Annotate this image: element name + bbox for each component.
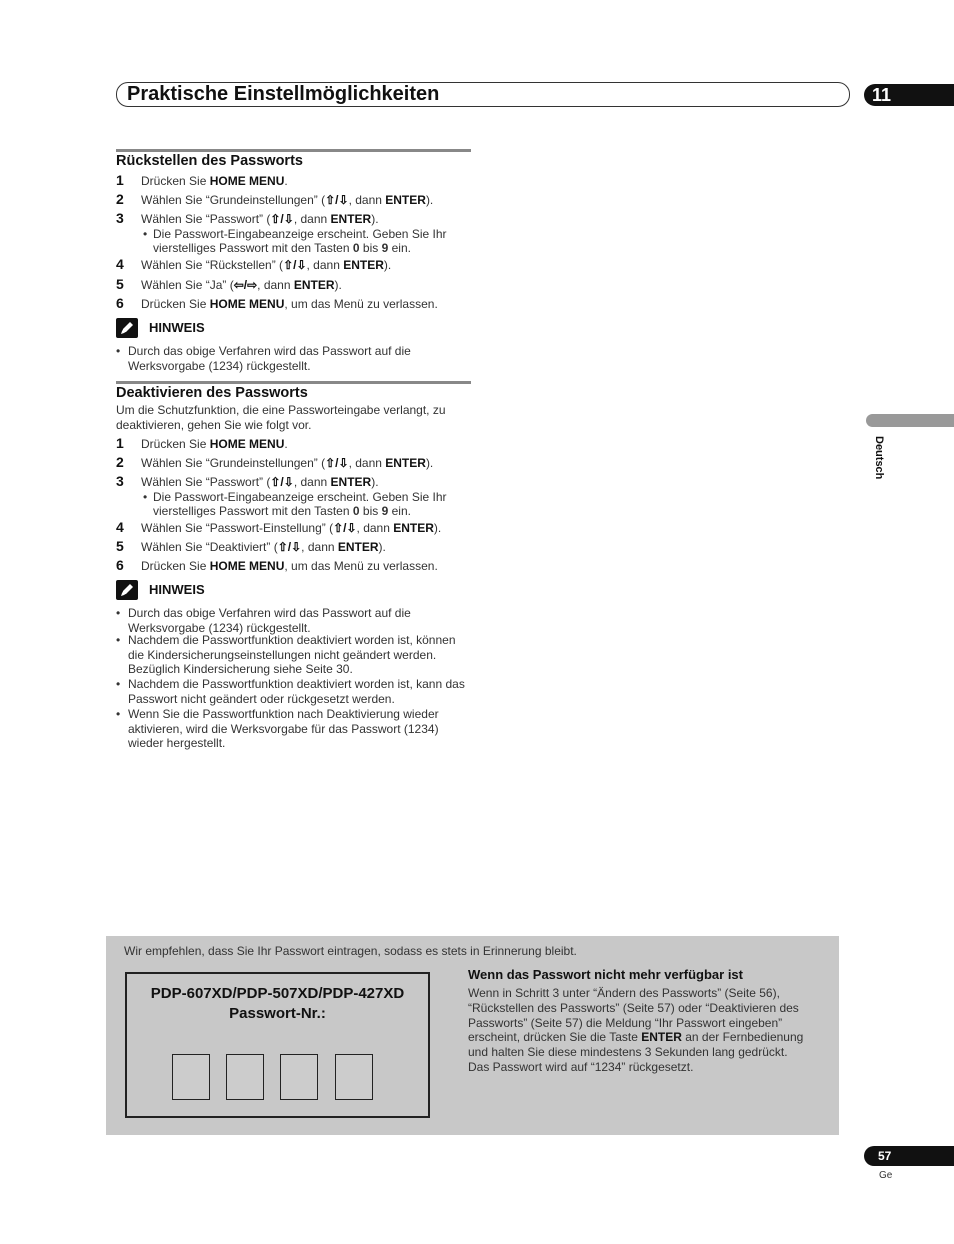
note-label: HINWEIS — [149, 320, 205, 335]
note-bullet: • Nachdem die Passwortfunktion deaktiviert worden ist, können die Kindersicherungseinstellungen nicht geändert werden. Bezüglich Kindersicherung siehe Seite 30. — [116, 633, 456, 676]
step-number: 5 — [116, 276, 124, 292]
up-down-arrow-icon: ⇧/⇩ — [277, 540, 302, 554]
page-language-code: Ge — [879, 1170, 893, 1181]
step-number: 2 — [116, 454, 124, 470]
forgot-password-text: Wenn in Schritt 3 unter “Ändern des Passworts” (Seite 56), “Rückstellen des Passworts” (Seite 57) oder “Deaktivieren des Passworts” (Seite 57) die Meldung “Ihr Passwort eingeben” erscheint, drücken Sie die Taste ENTER an der Fernbedienung und halten Sie diese mindestens 3 Sekunden lang gedrückt. Das Passwort wird auf “1234” rückgesetzt. — [468, 986, 804, 1074]
chapter-number: 11 — [864, 84, 954, 106]
step-number: 1 — [116, 172, 124, 188]
note-bullet: • Nachdem die Passwortfunktion deaktiviert worden ist, kann das Passwort nicht geändert oder rückgesetzt werden. — [116, 677, 465, 706]
left-right-arrow-icon: ⇦/⇨ — [233, 278, 258, 292]
page-number: 57 — [864, 1146, 954, 1166]
up-down-arrow-icon: ⇧/⇩ — [283, 258, 307, 272]
step-number: 3 — [116, 473, 124, 489]
language-tab — [866, 414, 954, 427]
page-title: Praktische Einstellmöglichkeiten — [127, 83, 440, 105]
password-digit-box — [172, 1054, 210, 1100]
step-text: Wählen Sie “Deaktiviert” (⇧/⇩, dann ENTER). — [141, 540, 386, 554]
up-down-arrow-icon: ⇧/⇩ — [325, 193, 349, 207]
up-down-arrow-icon: ⇧/⇩ — [325, 456, 349, 470]
step-text: Wählen Sie “Passwort-Einstellung” (⇧/⇩, dann ENTER). — [141, 521, 442, 535]
step-number: 6 — [116, 557, 124, 573]
section-divider — [116, 381, 471, 384]
password-label: Passwort-Nr.: — [229, 1005, 326, 1022]
step-text: Drücken Sie HOME MENU. — [141, 174, 288, 188]
section-title-reset: Rückstellen des Passworts — [116, 153, 303, 169]
step-text: Drücken Sie HOME MENU, um das Menü zu verlassen. — [141, 297, 438, 311]
sub-bullet: • Die Passwort-Eingabeanzeige erscheint. Geben Sie Ihr vierstelliges Passwort mit den Tasten 0 bis 9 ein. — [143, 490, 447, 518]
language-label: Deutsch — [873, 436, 885, 480]
section-intro: Um die Schutzfunktion, die eine Passworteingabe verlangt, zu deaktivieren, gehen Sie wie folgt vor. — [116, 403, 446, 432]
password-digit-box — [335, 1054, 373, 1100]
step-number: 4 — [116, 256, 124, 272]
forgot-password-title: Wenn das Passwort nicht mehr verfügbar ist — [468, 967, 743, 982]
note-pencil-icon — [116, 580, 138, 600]
chapter-header — [116, 82, 850, 107]
step-number: 2 — [116, 191, 124, 207]
up-down-arrow-icon: ⇧/⇩ — [333, 521, 357, 535]
step-text: Wählen Sie “Passwort” (⇧/⇩, dann ENTER). — [141, 212, 379, 226]
memo-intro: Wir empfehlen, dass Sie Ihr Passwort eintragen, sodass es stets in Erinnerung bleibt. — [124, 944, 577, 958]
step-text: Wählen Sie “Rückstellen” (⇧/⇩, dann ENTER). — [141, 258, 392, 272]
step-text: Wählen Sie “Grundeinstellungen” (⇧/⇩, dann ENTER). — [141, 193, 434, 207]
password-record-card — [125, 972, 430, 1118]
step-number: 5 — [116, 538, 124, 554]
note-bullet: • Durch das obige Verfahren wird das Passwort auf die Werksvorgabe (1234) rückgestellt. — [116, 606, 411, 635]
step-number: 1 — [116, 435, 124, 451]
password-digit-box — [226, 1054, 264, 1100]
note-bullet: • Durch das obige Verfahren wird das Passwort auf die Werksvorgabe (1234) rückgestellt. — [116, 344, 411, 373]
step-text: Wählen Sie “Ja” (⇦/⇨, dann ENTER). — [141, 278, 342, 292]
step-number: 6 — [116, 295, 124, 311]
step-text: Drücken Sie HOME MENU. — [141, 437, 288, 451]
step-number: 4 — [116, 519, 124, 535]
up-down-arrow-icon: ⇧/⇩ — [270, 212, 294, 226]
note-bullet: • Wenn Sie die Passwortfunktion nach Deaktivierung wieder aktivieren, wird die Werksvorgabe für das Passwort (1234) wieder hergestellt. — [116, 707, 439, 750]
model-list: PDP-607XD/PDP-507XD/PDP-427XD — [150, 985, 405, 1002]
step-text: Drücken Sie HOME MENU, um das Menü zu verlassen. — [141, 559, 438, 573]
password-memo-box — [106, 936, 839, 1135]
note-label: HINWEIS — [149, 582, 205, 597]
up-down-arrow-icon: ⇧/⇩ — [270, 475, 294, 489]
step-text: Wählen Sie “Passwort” (⇧/⇩, dann ENTER). — [141, 475, 379, 489]
step-text: Wählen Sie “Grundeinstellungen” (⇧/⇩, dann ENTER). — [141, 456, 434, 470]
section-title-deactivate: Deaktivieren des Passworts — [116, 385, 308, 401]
section-divider — [116, 149, 471, 152]
step-number: 3 — [116, 210, 124, 226]
note-pencil-icon — [116, 318, 138, 338]
password-digit-box — [280, 1054, 318, 1100]
sub-bullet: • Die Passwort-Eingabeanzeige erscheint. Geben Sie Ihr vierstelliges Passwort mit den Tasten 0 bis 9 ein. — [143, 227, 447, 255]
